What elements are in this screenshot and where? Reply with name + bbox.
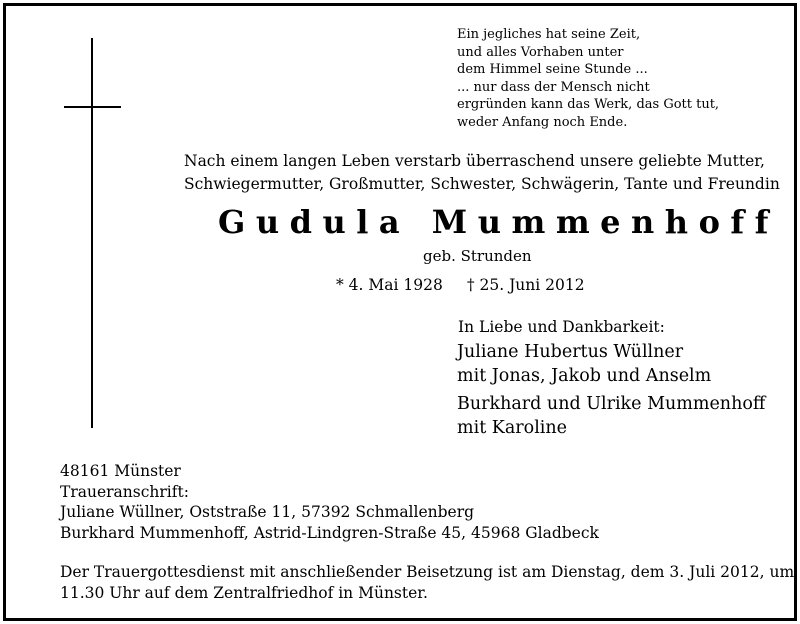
family-line: mit Karoline bbox=[457, 418, 568, 438]
quote-line: und alles Vorhaben unter bbox=[457, 44, 624, 60]
family-group bbox=[457, 392, 765, 440]
death-date: † 25. Juni 2012 bbox=[466, 276, 585, 294]
quote-line: weder Anfang noch Ende. bbox=[457, 114, 628, 130]
intro-line: Nach einem langen Leben verstarb überraschend unsere geliebte Mutter, bbox=[184, 152, 765, 170]
maiden-name: geb. Strunden bbox=[423, 247, 532, 265]
quote-line: ergründen kann das Werk, das Gott tut, bbox=[457, 97, 720, 113]
service-line: Der Trauergottesdienst mit anschließender Beisetzung ist am Dienstag, dem 3. Juli 2012, um bbox=[60, 563, 795, 581]
service-line: 11.30 Uhr auf dem Zentralfriedhof in Münster. bbox=[60, 584, 428, 602]
family-line: Burkhard und Ulrike Mummenhoff bbox=[457, 394, 766, 414]
address-line: Traueranschrift: bbox=[60, 482, 189, 501]
family-group bbox=[457, 340, 711, 388]
deceased-name: Gudula Mummenhoff bbox=[218, 203, 779, 241]
cross-icon-bar bbox=[64, 106, 121, 108]
address-line: Burkhard Mummenhoff, Astrid-Lindgren-Straße 45, 45968 Gladbeck bbox=[60, 523, 599, 542]
address-line: 48161 Münster bbox=[60, 462, 181, 480]
obituary-notice bbox=[3, 3, 797, 621]
family-line: Juliane Hubertus Wüllner bbox=[457, 342, 684, 362]
quote-line: Ein jegliches hat seine Zeit, bbox=[457, 27, 641, 42]
intro-text bbox=[184, 150, 780, 196]
quote-line: ... nur dass der Mensch nicht bbox=[457, 79, 650, 95]
funeral-service-info bbox=[60, 562, 794, 604]
address-line: Juliane Wüllner, Oststraße 11, 57392 Schmallenberg bbox=[60, 503, 475, 521]
family-line: mit Jonas, Jakob und Anselm bbox=[457, 366, 712, 386]
thanks-line: In Liebe und Dankbarkeit: bbox=[458, 318, 665, 336]
intro-line: Schwiegermutter, Großmutter, Schwester, Schwägerin, Tante und Freundin bbox=[184, 175, 780, 193]
quote-line: dem Himmel seine Stunde ... bbox=[457, 62, 648, 78]
mourning-address bbox=[60, 461, 599, 543]
life-dates bbox=[336, 274, 585, 296]
cross-icon bbox=[91, 38, 93, 428]
birth-date: * 4. Mai 1928 bbox=[336, 276, 443, 294]
bible-quote bbox=[457, 26, 719, 132]
